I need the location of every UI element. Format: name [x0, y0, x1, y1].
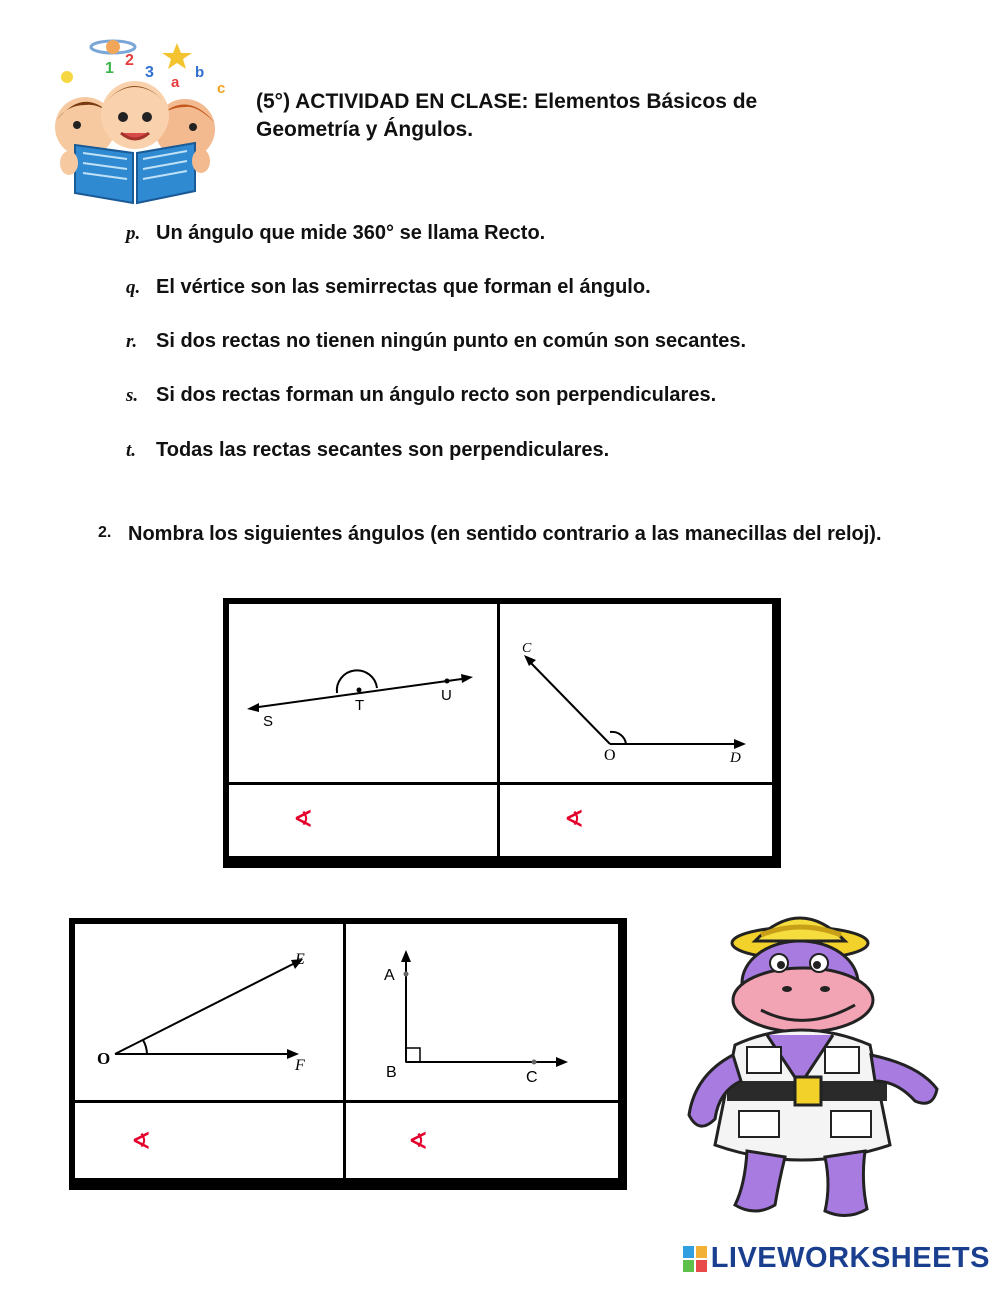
statement-letter: r. — [126, 331, 138, 352]
worksheet-title — [256, 88, 896, 144]
statement-p — [126, 222, 545, 252]
point-label-O: O — [604, 747, 616, 764]
liveworksheets-icon — [683, 1246, 707, 1272]
point-label-F: F — [295, 1057, 305, 1074]
angle-figure-STU — [229, 604, 497, 782]
logo-char-1: 1 — [105, 60, 114, 77]
statement-text: Un ángulo que mide 360° se llama Recto. — [156, 222, 546, 244]
angle-symbol: ∢ — [293, 806, 314, 833]
angle-figure-EOF — [75, 924, 343, 1100]
statement-text: Todas las rectas secantes son perpendiculares. — [156, 439, 610, 461]
logo-char-c: c — [217, 80, 226, 97]
title-line-2: Geometría y Ángulos. — [256, 118, 474, 141]
point-label-A: A — [384, 967, 395, 984]
answer-box-ABC[interactable] — [346, 1103, 618, 1178]
angle-grid-top — [223, 598, 781, 868]
question-number: 2. — [98, 524, 112, 541]
logo-char-3: 3 — [145, 64, 154, 81]
angle-symbol: ∢ — [131, 1128, 152, 1155]
hippo-explorer-mascot — [675, 905, 950, 1225]
statement-q — [126, 276, 651, 306]
point-label-O: O — [97, 1049, 111, 1068]
angle-grid-bottom — [69, 918, 627, 1190]
statement-t — [126, 439, 609, 469]
point-label-C: C — [522, 641, 532, 656]
statement-text: Si dos rectas forman un ángulo recto son perpendiculares. — [156, 384, 717, 406]
statement-letter: q. — [126, 277, 141, 298]
statement-letter: p. — [126, 223, 141, 244]
question-2 — [98, 520, 938, 548]
angle-figure-ABC — [346, 924, 618, 1100]
point-label-C: C — [526, 1069, 538, 1086]
logo-char-2: 2 — [125, 52, 134, 69]
angle-symbol: ∢ — [564, 806, 585, 833]
point-label-T: T — [355, 697, 365, 714]
question-text: Nombra los siguientes ángulos (en sentido contrario a las manecillas del reloj). — [128, 523, 882, 545]
point-label-S: S — [263, 713, 274, 730]
logo-char-b: b — [195, 64, 205, 81]
statement-s — [126, 384, 716, 414]
point-label-B: B — [386, 1064, 397, 1081]
statement-letter: s. — [126, 385, 139, 406]
answer-box-COD[interactable] — [500, 785, 772, 856]
point-label-D: D — [730, 750, 741, 766]
title-line-1: (5°) ACTIVIDAD EN CLASE: Elementos Básicos de — [256, 90, 758, 113]
angle-figure-COD — [500, 604, 772, 782]
statement-text: El vértice son las semirrectas que forman el ángulo. — [156, 276, 651, 298]
statement-r — [126, 330, 746, 360]
liveworksheets-brand-text: LIVEWORKSHEETS — [710, 1242, 990, 1274]
logo-char-a: a — [171, 74, 180, 91]
liveworksheets-logo — [683, 1242, 990, 1275]
answer-box-STU[interactable] — [229, 785, 497, 856]
kids-reading-logo — [45, 35, 235, 205]
answer-box-EOF[interactable] — [75, 1103, 343, 1178]
statement-text: Si dos rectas no tienen ningún punto en común son secantes. — [156, 330, 747, 352]
statement-letter: t. — [126, 440, 137, 461]
angle-symbol: ∢ — [408, 1128, 429, 1155]
point-label-U: U — [441, 687, 452, 704]
point-label-E: E — [295, 951, 305, 968]
